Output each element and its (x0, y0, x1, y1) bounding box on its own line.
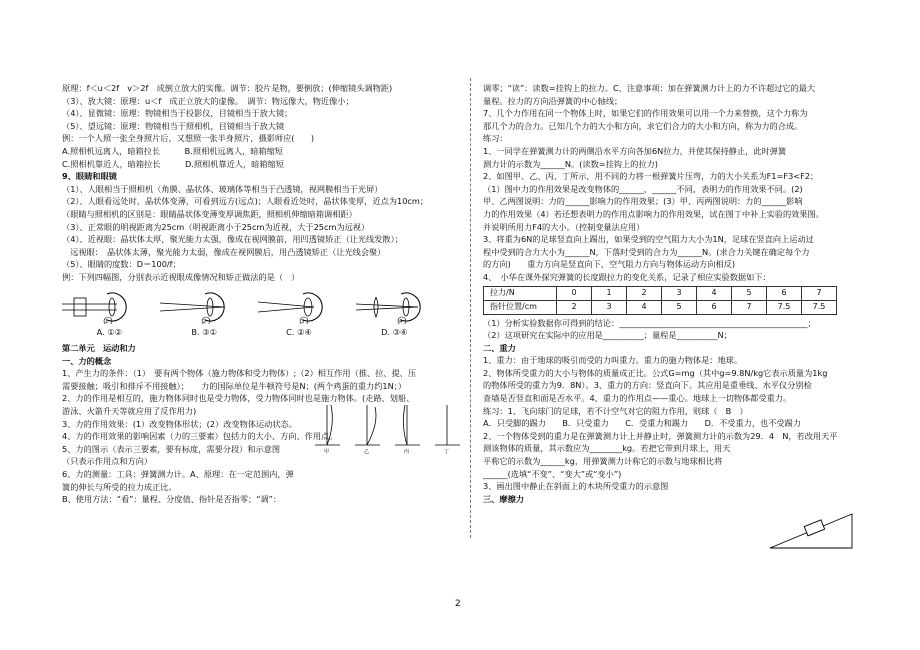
section-gravity: 二、重力 (483, 342, 516, 353)
spring-plate-figures (305, 395, 465, 455)
column-divider (470, 78, 471, 538)
text-line: A．只受脚的踢力 B．只受重力 C．受重力和踢力 D．不受重力，也不受踢力 (483, 418, 801, 429)
option-b: B. ③① (191, 326, 217, 337)
svg-text:3: 3 (301, 318, 305, 324)
text-line: （5）、望远镜：原理：物镜相当于照相机，目镜相当于放大镜 (62, 120, 285, 131)
text-line: 4、 小华在课外探究弹簧的长度跟拉力的变化关系，记录了相应实验数据如下： (483, 271, 771, 282)
table-cell: 7.5 (767, 300, 802, 314)
right-block-gravity (483, 354, 867, 493)
text-line: 的物体所受的重力为9．8N）。3、重力的方向：竖直向下。其应用是重垂线、水平仪分别检 (483, 380, 812, 391)
fig-label-jia: 甲 (324, 449, 330, 455)
text-line: 2、一个物体受到的重力是在弹簧测力计上并静止时，弹簧测力计的示数为29．4 N，若改用天平 (483, 430, 838, 441)
table-cell: 3 (662, 286, 697, 300)
fig-label-bing: 丙 (404, 449, 410, 455)
eye-heading: 9、眼睛和眼镜 (62, 171, 117, 182)
text-line: （只表示作用点和方向） (62, 456, 153, 467)
text-line: 7、几个力作用在同一个物体上时，如果它们的作用效果可以用一个力来替换，这个力称为 (483, 108, 808, 119)
table-cell: 4 (697, 286, 732, 300)
section-force-concept: 一、力的概念 (62, 355, 112, 366)
text-line: 程中受到的合力大小为______N，下落时受到的合力为______N。(求合力关键在确定每个力 (483, 246, 810, 257)
text-line: 调零；“读”：读数=挂钩上的拉力。C、注意事项：加在弹簧测力计上的力不许超过它的最大 (483, 83, 816, 93)
text-line: C.照相机靠近人，暗箱拉长 D.照相机靠近人，暗箱缩短 (62, 158, 284, 169)
incline-block-figure (768, 508, 854, 550)
text-line: 游泳、火箭升天等就应用了反作用力) (62, 406, 197, 417)
text-line: 3、力的作用效果：(1）改变物体形状；(2）改变物体运动状态。 (62, 418, 297, 429)
table-cell: 3 (592, 300, 627, 314)
text-line: 4、力的作用效果的影响因素（力的三要素）包括力的大小、方向、作用点。 (62, 431, 338, 442)
text-line: 2、力的作用是相互的，施力物体同时也是受力物体，受力物体同时也是施力物体。(走路、划船、 (62, 393, 415, 404)
table-cell: 5 (732, 286, 767, 300)
text-line: （1）、人眼相当于照相机（角膜、晶状体、玻璃体等相当于凸透镜，视网膜相当于光屏） (62, 183, 383, 194)
text-line: （眼睛与照相机的区别是：眼睛晶状体变薄变厚调焦距，照相机伸缩暗箱调相距） (62, 208, 357, 219)
table-cell: 0 (557, 286, 592, 300)
text-line: 例：下列四幅图，分别表示近视眼成像情况和矫正做法的是（ ） (62, 271, 300, 282)
text-line: （2）这项研究在实际中的应用是__________；量程是__________N； (483, 330, 732, 341)
unit-title: 第二单元 运动和力 (62, 343, 136, 354)
right-block-force (483, 82, 867, 284)
table-cell: 7 (732, 300, 767, 314)
svg-text:2: 2 (203, 318, 207, 324)
text-line: ______(选填“不变”、“变大”或“变小”) (483, 468, 622, 479)
eye-diagrams (62, 290, 458, 324)
text-line: 平称它的示数为______kg，用弹簧测力计称它的示数与地球相比将 (483, 456, 723, 467)
text-line: 那几个力的合力。已知几个力的大小和方向，求它们合力的大小和方向，称为力的合成。 (483, 120, 803, 131)
section-friction: 三、摩擦力 (483, 493, 524, 504)
text-line: （3）、放大镜：原理：u＜f 成正立放大的虚像。 调节：物远像大，物近像小； (62, 95, 354, 106)
table-cell: 5 (662, 300, 697, 314)
text-line: 5、力的图示（表示三要素，要有标度，需要分段）和示意图 (62, 443, 281, 454)
table-cell: 2 (627, 286, 662, 300)
svg-text:1: 1 (105, 318, 109, 324)
fig-label-yi: 乙 (364, 449, 370, 455)
text-line: A.照相机远离人，暗箱拉长 B.照相机远离人，暗箱缩短 (62, 145, 283, 156)
table-cell: 6 (697, 300, 732, 314)
eye-diagram-2 (160, 290, 248, 324)
right-block-table-questions (483, 317, 867, 342)
text-line: 测力计的示数为______N。(读数=挂钩上的拉力) (483, 158, 658, 169)
text-line: 练习： (483, 133, 508, 144)
text-line: （5）、眼睛的度数：D＝100/f； (62, 259, 181, 270)
left-block-lenses (62, 82, 458, 170)
text-line: （2）、人眼看远处时，晶状体变薄，可看到远方(远点)；人眼看近处时，晶状体变厚，近点为10cm； (62, 196, 429, 207)
svg-text:4: 4 (399, 318, 403, 324)
table-row-label: 指针位置/cm (484, 300, 557, 314)
table-cell: 7 (802, 286, 837, 300)
text-line: 远视眼： 晶状体太薄，聚光能力太弱，像成在视网膜后，用凸透镜矫正（让光线会聚） (62, 246, 386, 257)
text-line: （1）分析实验数据你可得到的结论：______________________________________________； (483, 317, 816, 328)
text-line: 6、力的测量：工具：弹簧测力计。A、原理：在一定范围内，弹 (62, 469, 294, 480)
text-line: 2、如图甲、乙、丙、丁所示，用不同的力将一根弹簧片压弯，力的大小关系为F1=F3<F2； (483, 171, 819, 182)
page-number: 2 (455, 599, 461, 609)
text-line: 甲、乙两图说明：力的______影响力的作用效果；(3）甲、丙两图说明：力的______影响 (483, 196, 803, 207)
text-line: （3）、正常眼的明视距离为25cm（明视距离小于25cm为近视，大于25cm为远视） (62, 221, 370, 232)
text-line: B、使用方法：“看”：量程、分度值、指针是否指零；“调”： (62, 494, 282, 505)
text-line: 原理：f＜u＜2f v＞2f 成倒立放大的实像。调节：胶片是物，要倒放；(伸缩镜头调物距) (62, 83, 393, 93)
option-c: C. ②④ (286, 326, 312, 337)
text-line: 力的作用效果（4）若还想表明力的作用点影响力的作用效果，试在图丁中补上实验的效果图。 (483, 208, 824, 219)
text-line: 1、一同学在弹簧测力计的两侧沿水平方向各加6N拉力，并使其保持静止，此时弹簧 (483, 145, 787, 156)
answer-options (62, 326, 442, 339)
text-line: 1、产生力的条件：（1） 要有两个物体（施力物体和受力物体）;（2）相互作用（推、拉、提、压 (62, 368, 417, 379)
text-line: 1、重力：由于地球的吸引而受的力叫重力。重力的施力物体是：地球。 (483, 355, 743, 366)
text-line: 的方向) 重力方向是竖直向下，空气阻力方向与物体运动方向相反) (483, 259, 736, 270)
eye-diagram-4 (356, 290, 444, 324)
option-d: D. ③④ (381, 326, 408, 337)
table-cell: 1 (592, 286, 627, 300)
text-line: 3、画出图中静止在斜面上的木块所受重力的示意图 (483, 481, 669, 492)
text-line: （1）图中力的作用效果是改变物体的______，______不同，表明力的作用效果不同。(2) (483, 183, 803, 194)
text-line: （4）、显微镜：原理：物镜相当于投影仪，目镜相当于放大镜； (62, 108, 293, 119)
fig-label-ding: 丁 (444, 449, 450, 455)
text-line: （4）、近视眼：晶状体太厚，聚光能力太强，像成在视网膜前，用凹透镜矫正（让光线发散）； (62, 234, 403, 245)
text-line: 量程。拉力的方向沿弹簧的中心轴线； (483, 95, 623, 106)
eye-diagram-1 (62, 290, 150, 324)
text-line: 例：一个人照一张全身照片后，又想照一张半身照片，摄影师应( ) (62, 133, 315, 144)
table-row-label: 拉力/N (484, 286, 557, 300)
right-column (483, 82, 867, 505)
text-line: 查墙是否竖直和面是否水平。4、重力的作用点——重心。地球上一切物体都受重力。 (483, 393, 792, 404)
table-cell: 4 (627, 300, 662, 314)
text-line: 簧的伸长与所受的拉力成正比。 (62, 481, 177, 492)
text-line: 2、物体所受重力的大小与物体的质量成正比。公式G=mg（其中g=9.8N/kg它表示质量为1kg (483, 367, 828, 378)
table-cell: 7.5 (802, 300, 837, 314)
text-line: 并说明所用力F4的大小。（控制变量法应用） (483, 221, 645, 232)
text-line: 需要接触；吸引和排斥不用接触）； 力的国际单位是牛顿符号是N；(两个鸡蛋的重力约1N；） (62, 380, 407, 391)
text-line: 测该物体的质量，其示数应为________kg。若把它带到月球上，用天 (483, 443, 731, 454)
text-line: 练习：1、飞向球门的足球，若不计空气对它的阻力作用，则球（ B ） (483, 405, 748, 416)
spring-data-table (483, 286, 837, 315)
option-a: A. ①② (96, 326, 122, 337)
table-cell: 6 (767, 286, 802, 300)
text-line: 3、将重为6N的足球竖直向上踢出，如果受到的空气阻力大小为1N，足球在竖直向上运动过 (483, 234, 814, 245)
eye-diagram-3 (258, 290, 346, 324)
table-cell: 2 (557, 300, 592, 314)
left-block-eyes (62, 183, 458, 284)
